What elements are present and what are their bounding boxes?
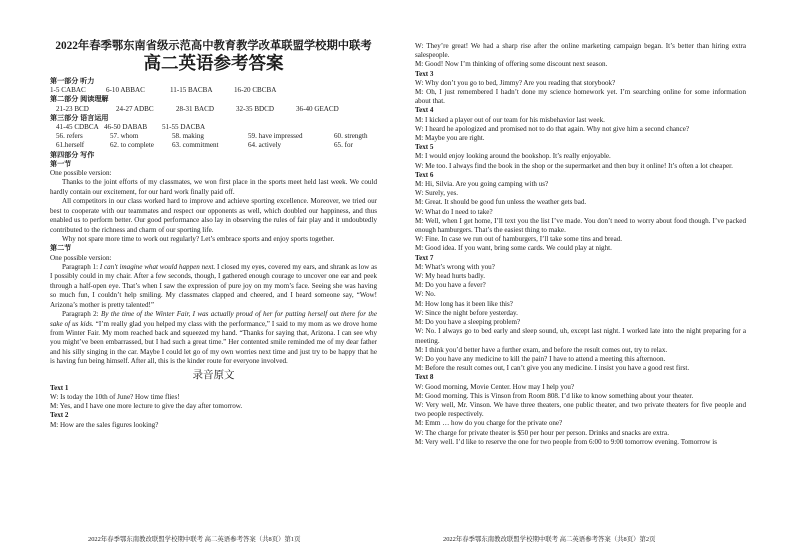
dialogue-line: W: No. — [415, 290, 436, 299]
dialogue-line: W: Good morning, Movie Center. How may I help you? — [415, 382, 575, 391]
answer-group: 32-35 BDCD — [236, 104, 275, 113]
fill-answer: 64. actively — [248, 141, 282, 150]
answer-group: 28-31 BACD — [176, 104, 215, 113]
answer-group: 36-40 GEACD — [296, 104, 339, 113]
text-heading: Text 5 — [415, 143, 434, 152]
dialogue-line: W: I heard he apologized and promised not to do that again. Why not give him a second chance? — [415, 124, 690, 133]
answer-key-title: 高二英语参考答案 — [143, 54, 284, 74]
dialogue-line: W: Fine. In case we run out of hamburgers, I’ll take some tins and bread. — [415, 235, 623, 244]
answer-group: 21-23 BCD — [56, 104, 89, 113]
dialogue-line: M: Emm … how do you charge for the private one? — [415, 419, 563, 428]
fill-answer: 57. whom — [110, 132, 139, 141]
paragraph-text: “I’m really glad you helped my class with the performance,” I said to my mom as we drove home from Winter Fair. My mom reached back and squeezed my hand. “Thanks for saying that, Arizona. I can see why you might’ve been embarrassed, but I had such a great time.” Her contented smile reminded me of my dear father and his silly singing in the car. Maybe I could let go of my own worries next time and just try to be happy that he is having fun being himself. After all, this is the kinder route for everyone involved. — [50, 319, 378, 366]
dialogue-line: M: Well, when I get home, I’ll text you the list I’ve made. You don’t need to worry about food though. I’ve packed enough hamburgers. That’s the easiest thing to make. — [415, 216, 746, 235]
page-right — [397, 0, 794, 550]
dialogue-line: M: Do you have a sleeping problem? — [415, 318, 521, 327]
fill-answer: 62. to complete — [110, 141, 154, 150]
essay2-paragraph1 — [50, 263, 377, 310]
exam-title: 2022年春季鄂东南省级示范高中教育教学改革联盟学校期中联考 — [55, 40, 372, 52]
answer-group: 24-27 ADBC — [116, 104, 154, 113]
fill-answers-row1 — [50, 132, 377, 141]
fill-answer: 63. commitment — [172, 141, 219, 150]
paragraph-label: Paragraph 2: — [62, 310, 99, 319]
text-heading: Text 6 — [415, 170, 434, 179]
text-heading: Text 1 — [50, 383, 69, 392]
fill-answer: 56. refers — [56, 132, 83, 141]
essay2-paragraph2 — [50, 310, 377, 367]
paragraph-prompt: I can't imagine what would happen next. — [99, 262, 216, 271]
part1-answers — [50, 86, 377, 95]
page-footer: 2022年春季鄂东南教改联盟学校期中联考 高二英语参考答案（共8页）第2页 — [443, 536, 656, 543]
dialogue-line: W: The charge for private theater is $50 per hour per person. Drinks and snacks are extra. — [415, 428, 669, 437]
section1-version: One possible version: — [50, 169, 112, 178]
dialogue-line: M: Hi, Silvia. Are you going camping with us? — [415, 180, 549, 189]
paragraph-prompt: By the time of the Winter Fair, I was actually proud of her for putting herself out there for the sake of us kids. — [50, 310, 377, 328]
dialogue-line: W: Do you have any medicine to kill the pain? I have to attend a meeting this afternoon. — [415, 354, 666, 363]
dialogue-line: M: Oh, I just remembered I hadn’t done my science homework yet. I’m searching online for some information about that. — [415, 88, 746, 106]
part2-answers — [50, 105, 377, 114]
dialogue-line: W: Me too. I always find the book in the shop or the supermarket and then buy it online! It’s often a lot cheaper. — [415, 161, 733, 170]
section2-version: One possible version: — [50, 253, 112, 262]
part1-heading: 第一部分 听力 — [50, 77, 95, 85]
answer-group: 6-10 ABBAC — [106, 86, 145, 95]
dialogue-line: W: Very well, Mr. Vinson. We have three theaters, one public theater, and two private theaters for five people and two people respectively. — [415, 400, 746, 419]
recording-title: 录音原文 — [192, 368, 235, 381]
fill-answer: 65. for — [334, 141, 353, 150]
text-heading: Text 2 — [50, 411, 69, 420]
part3-answers — [50, 123, 377, 132]
paragraph-text: I closed my eyes, covered my ears, and shrank as low as I possibly could in my chair. After a few seconds, though, I gathered enough courage to uncover one ear and peek through a half-open eye. That’s when I saw the expression of pure joy on my mom’s face. Seeing she was having so much fun, I couldn’t help smiling. My classmates clapped and cheered, and I heard someone say, “Wow! Arizona’s mother is pretty talented!” — [50, 262, 377, 309]
dialogue-line: M: Do you have a fever? — [415, 281, 486, 290]
dialogue-line: W: Since the night before yesterday. — [415, 308, 518, 317]
essay1-paragraph: All competitors in our class worked hard to improve and achieve sporting excellence. Moreover, we tried our best to cooperate with our teammates and respect our opponents as well, which doubled our happiness, and thus enabled us to perform better. Our good performance also lay in observing the rules of fair play and it undoubtedly contributed to the richness and charm of our sporting life. — [50, 197, 377, 234]
dialogue-line: M: I kicked a player out of our team for his misbehavior last week. — [415, 115, 605, 124]
recording-lines — [50, 384, 377, 430]
answer-group: 11-15 BACBA — [170, 86, 213, 95]
section2-heading: 第二节 — [50, 244, 72, 253]
answer-group: 1-5 CABAC — [50, 86, 86, 95]
dialogue-line: M: How are the sales figures looking? — [50, 420, 159, 429]
text-heading: Text 4 — [415, 106, 434, 115]
paragraph-label: Paragraph 1: — [62, 262, 99, 271]
text-heading: Text 3 — [415, 69, 434, 78]
fill-answer: 58. making — [172, 132, 204, 141]
essay1-paragraph: Thanks to the joint efforts of my classmates, we won first place in the sports meet held last week. We could hardly contain our excitement, for our hard work finally paid off. — [50, 178, 377, 196]
dialogue-line: M: Good! Now I’m thinking of offering some discount next season. — [415, 60, 608, 69]
fill-answer: 60. strength — [334, 132, 368, 141]
answer-group: 51-55 DACBA — [162, 123, 206, 132]
dialogue-line: W: No. I always go to bed early and sleep sound, uh, except last night. I worked late into the night preparing for a meeting. — [415, 327, 746, 345]
part3-heading: 第三部分 语言运用 — [50, 113, 109, 122]
dialogue-line: M: Yes, and I have one more lecture to give the day after tomorrow. — [50, 402, 243, 411]
dialogue-line: M: I think you’d better have a further exam, and before the result comes out, try to relax. — [415, 345, 668, 354]
fill-answers-row2 — [50, 141, 377, 150]
part2-heading: 第二部分 阅读理解 — [50, 95, 109, 104]
answer-group: 16-20 CBCBA — [234, 86, 277, 95]
dialogue-line: M: I would enjoy looking around the bookshop. It’s really enjoyable. — [415, 152, 611, 161]
dialogue-line: M: Before the result comes out, I can’t give you any medicine. I insist you have a good rest first. — [415, 364, 690, 373]
dialogue-line: M: Great. It should be good fun unless the weather gets bad. — [415, 198, 587, 207]
dialogue-line: W: They’re great! We had a sharp rise after the online marketing campaign began. It’s better than hiring extra salespeople. — [415, 42, 746, 60]
recording-lines — [415, 42, 746, 447]
dialogue-line: M: Maybe you are right. — [415, 134, 485, 143]
dialogue-line: W: Surely, yes. — [415, 189, 459, 198]
dialogue-line: W: Is today the 10th of June? How time flies! — [50, 393, 180, 401]
dialogue-line: M: Good morning. This is Vinson from Room 808. I’d like to know something about your theater. — [415, 391, 694, 400]
dialogue-line: M: Good idea. If you want, bring some cards. We could play at night. — [415, 244, 612, 253]
section1-heading: 第一节 — [50, 159, 72, 168]
dialogue-line: M: How long has it been like this? — [415, 299, 513, 308]
dialogue-line: W: My head hurts badly. — [415, 272, 486, 281]
dialogue-line: M: Very well. I’d like to reserve the one for two people from 6:00 to 9:00 tomorrow evening. Tomorrow is — [415, 437, 718, 446]
part4-heading: 第四部分 写作 — [50, 150, 95, 159]
fill-answer: 61.herself — [56, 141, 85, 150]
dialogue-line: W: What do I need to take? — [415, 207, 493, 216]
dialogue-line: M: What’s wrong with you? — [415, 262, 495, 271]
essay1-paragraph: Why not spare more time to work out regularly? Let’s embrace sports and enjoy sports together. — [62, 234, 335, 243]
text-heading: Text 8 — [415, 373, 434, 382]
page-footer: 2022年春季鄂东南教改联盟学校期中联考 高二英语参考答案（共8页）第1页 — [88, 536, 301, 543]
fill-answer: 59. have impressed — [248, 132, 303, 141]
answer-group: 46-50 DABAB — [104, 123, 148, 132]
text-heading: Text 7 — [415, 253, 434, 262]
dialogue-line: W: Why don’t you go to bed, Jimmy? Are you reading that storybook? — [415, 78, 616, 87]
answer-group: 41-45 CDBCA — [56, 123, 99, 132]
